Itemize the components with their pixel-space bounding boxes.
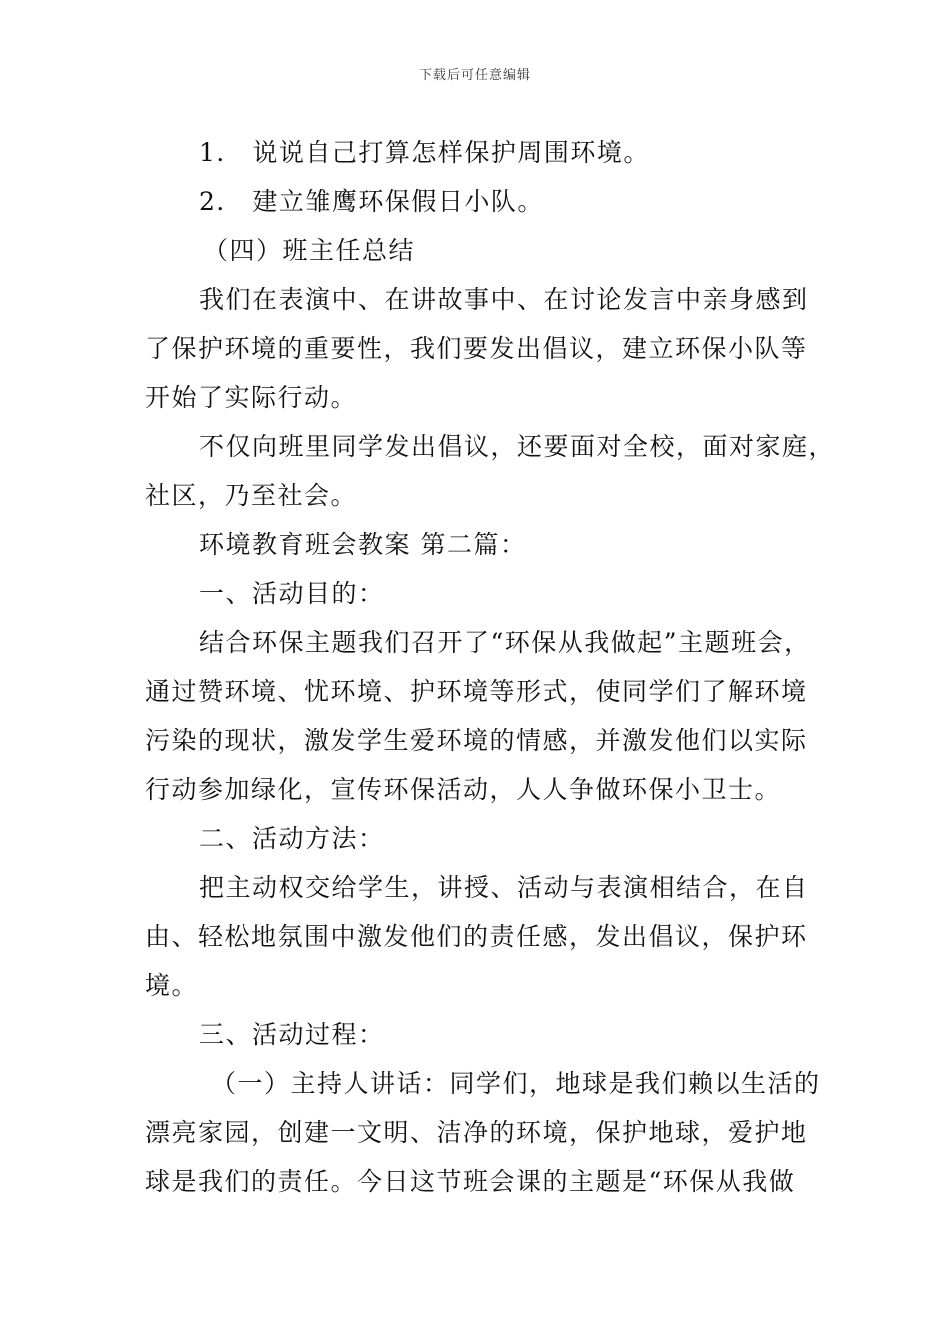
paragraph-line: 球是我们的责任。今日这节班会课的主题是“环保从我做 xyxy=(145,1167,796,1196)
paragraph-line: 通过赞环境、忧环境、护环境等形式，使同学们了解环境 xyxy=(145,677,808,706)
section-heading-2: 二、活动方法： xyxy=(199,824,385,853)
paragraph-line: 污染的现状，激发学生爱环境的情感，并激发他们以实际 xyxy=(145,726,808,755)
paragraph-line: 行动参加绿化，宣传环保活动，人人争做环保小卫士。 xyxy=(145,775,782,804)
paragraph-line: （一）主持人讲话：同学们，地球是我们赖以生活的 xyxy=(211,1069,821,1098)
paragraph-line: 社区，乃至社会。 xyxy=(145,481,358,510)
paragraph-line: 把主动权交给学生，讲授、活动与表演相结合，在自 xyxy=(199,873,809,902)
paragraph-line: 结合环保主题我们召开了“环保从我做起”主题班会， xyxy=(199,628,811,657)
paragraph-line: 漂亮家园，创建一文明、洁净的环境，保护地球，爱护地 xyxy=(145,1118,808,1147)
section-heading-3: 三、活动过程： xyxy=(199,1020,385,1049)
part-title: 环境教育班会教案 第二篇： xyxy=(199,530,527,559)
paragraph-line: 境。 xyxy=(145,971,199,1000)
paragraph-line: 开始了实际行动。 xyxy=(145,383,358,412)
paragraph-line: 不仅向班里同学发出倡议，还要面对全校，面对家庭， xyxy=(199,432,836,461)
list-item-1: 1． 说说自己打算怎样保护周围环境。 xyxy=(199,138,650,167)
paragraph-line: 我们在表演中、在讲故事中、在讨论发言中亲身感到 xyxy=(199,285,809,314)
section-heading-1: 一、活动目的： xyxy=(199,579,385,608)
section-heading-4: （四）班主任总结 xyxy=(203,236,416,265)
page-header-note: 下载后可任意编辑 xyxy=(418,68,531,83)
paragraph-line: 了保护环境的重要性，我们要发出倡议，建立环保小队等 xyxy=(145,334,808,363)
document-body xyxy=(145,128,836,1206)
list-item-2: 2． 建立雏鹰环保假日小队。 xyxy=(199,187,544,216)
paragraph-line: 由、轻松地氛围中激发他们的责任感，发出倡议，保护环 xyxy=(145,922,808,951)
